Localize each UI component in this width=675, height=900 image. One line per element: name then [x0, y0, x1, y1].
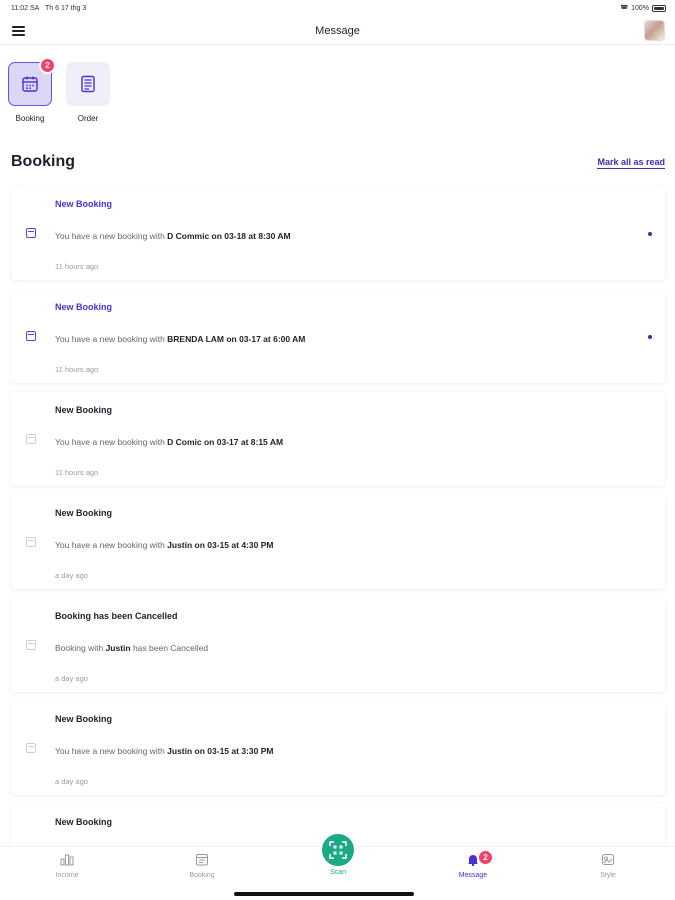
- message-highlight: Justin: [105, 643, 131, 653]
- notification-title: New Booking: [55, 405, 113, 415]
- notification-card[interactable]: [11, 186, 665, 280]
- home-indicator: [234, 892, 414, 896]
- status-time: 11:02 SA: [11, 5, 40, 12]
- notification-title: New Booking: [55, 302, 113, 312]
- notification-title: New Booking: [55, 817, 113, 827]
- notification-time: 11 hours ago: [55, 365, 99, 374]
- notification-message: [55, 643, 208, 653]
- nav-scan[interactable]: [318, 831, 358, 876]
- notification-card[interactable]: [11, 495, 665, 589]
- message-prefix: You have a new booking with: [55, 746, 168, 756]
- notification-title: New Booking: [55, 714, 113, 724]
- notification-time: 11 hours ago: [55, 262, 99, 271]
- category-order-label: Order: [77, 114, 99, 123]
- category-booking[interactable]: [8, 62, 52, 123]
- notification-message: [55, 540, 273, 550]
- notification-title: Booking has been Cancelled: [55, 611, 178, 621]
- message-highlight: BRENDA LAM on 03-17 at 6:00 AM: [167, 334, 306, 344]
- notification-card[interactable]: [11, 289, 665, 383]
- notification-message: [55, 231, 291, 241]
- unread-dot: [648, 335, 652, 339]
- nav-message-label: Message: [458, 872, 488, 879]
- section-title: Booking: [11, 153, 75, 170]
- category-order-box[interactable]: [66, 62, 110, 106]
- calendar-icon: [26, 537, 36, 547]
- unread-dot: [648, 232, 652, 236]
- nav-booking[interactable]: [172, 853, 232, 879]
- calendar-icon: [21, 75, 39, 93]
- status-date: Th 6 17 thg 3: [45, 5, 87, 12]
- category-order[interactable]: [66, 62, 110, 123]
- category-booking-box[interactable]: [8, 62, 52, 106]
- message-highlight: Justin on 03-15 at 4:30 PM: [167, 540, 274, 550]
- message-prefix: You have a new booking with: [55, 437, 168, 447]
- message-highlight: D Commic on 03-18 at 8:30 AM: [167, 231, 291, 241]
- battery-percent: 100%: [631, 5, 649, 12]
- calendar-icon: [26, 228, 36, 238]
- nav-message[interactable]: [443, 853, 503, 879]
- message-highlight: Justin on 03-15 at 3:30 PM: [167, 746, 274, 756]
- nav-style[interactable]: [578, 853, 638, 879]
- nav-style-label: Style: [600, 872, 616, 879]
- calendar-icon: [26, 743, 36, 753]
- message-prefix: You have a new booking with: [55, 334, 168, 344]
- notification-message: [55, 746, 273, 756]
- nav-scan-label: Scan: [330, 869, 346, 876]
- style-icon: [601, 853, 615, 866]
- page-title: Message: [315, 25, 360, 37]
- qr-code-icon: [329, 841, 347, 859]
- notification-time: a day ago: [55, 571, 88, 580]
- notification-time: a day ago: [55, 674, 88, 683]
- nav-income[interactable]: [37, 853, 97, 879]
- notification-title: New Booking: [55, 508, 113, 518]
- notification-card[interactable]: [11, 598, 665, 692]
- message-highlight: D Comic on 03-17 at 8:15 AM: [167, 437, 284, 447]
- message-prefix: You have a new booking with: [55, 231, 168, 241]
- calendar-icon: [26, 331, 36, 341]
- status-time-date: [11, 5, 86, 12]
- calendar-icon: [195, 853, 209, 866]
- notification-time: a day ago: [55, 777, 88, 786]
- message-prefix: Booking with: [55, 643, 106, 653]
- status-bar: [0, 0, 675, 18]
- category-booking-label: Booking: [15, 114, 45, 123]
- app-header: [0, 18, 675, 45]
- notification-time: 11 hours ago: [55, 468, 99, 477]
- order-list-icon: [79, 75, 97, 93]
- status-right: [620, 4, 666, 13]
- wifi-icon: ◚: [620, 4, 629, 13]
- message-prefix: You have a new booking with: [55, 540, 168, 550]
- calendar-icon: [26, 640, 36, 650]
- bar-chart-icon: [60, 853, 74, 866]
- nav-booking-label: Booking: [189, 872, 215, 879]
- message-badge: 2: [477, 849, 494, 866]
- battery-icon: [652, 5, 666, 12]
- nav-income-label: Income: [55, 872, 79, 879]
- avatar[interactable]: [644, 20, 665, 41]
- mark-all-read-link[interactable]: Mark all as read: [597, 157, 665, 167]
- notification-message: [55, 437, 283, 447]
- calendar-icon: [26, 434, 36, 444]
- notification-card[interactable]: [11, 701, 665, 795]
- notification-list: [11, 186, 665, 900]
- notification-title: New Booking: [55, 199, 113, 209]
- scan-button[interactable]: [319, 831, 357, 869]
- notification-message: [55, 334, 305, 344]
- booking-badge: 2: [39, 57, 56, 74]
- notification-card[interactable]: [11, 392, 665, 486]
- category-tabs: [8, 62, 110, 123]
- message-suffix: has been Cancelled: [130, 643, 209, 653]
